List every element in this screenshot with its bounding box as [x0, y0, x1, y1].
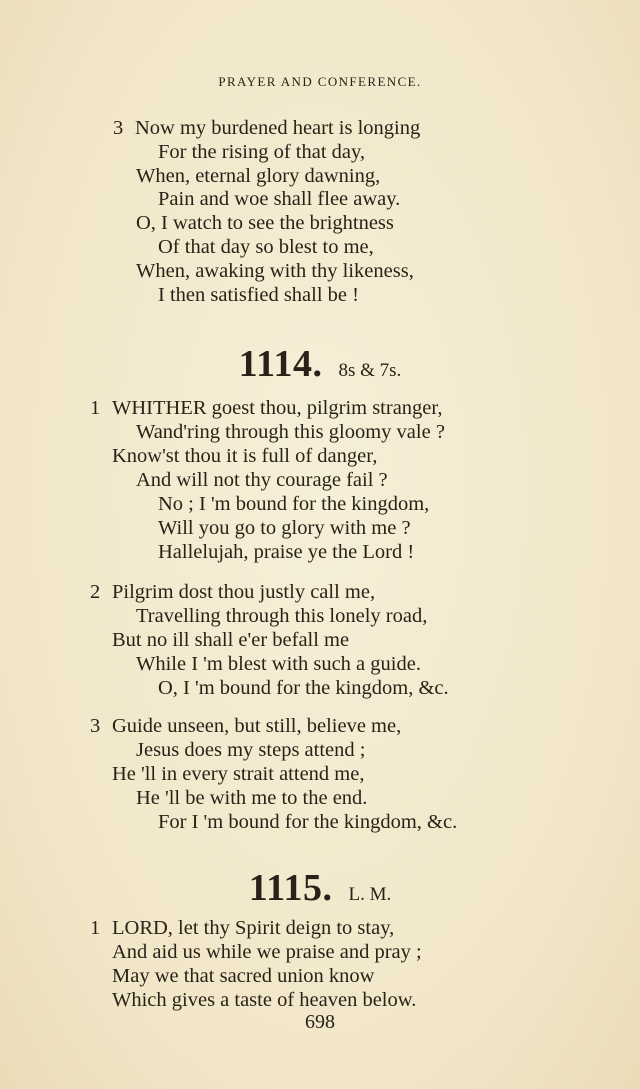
verse-line: When, eternal glory dawning,	[136, 165, 381, 187]
verse-line: Of that day so blest to me,	[158, 236, 374, 258]
verse-line: 3 Guide unseen, but still, believe me,	[90, 715, 402, 737]
verse-line: Hallelujah, praise ye the Lord !	[158, 541, 415, 563]
verse-line: Will you go to glory with me ?	[158, 517, 411, 539]
stanza-number: 1	[90, 917, 101, 939]
verse-line: May we that sacred union know	[112, 965, 375, 987]
verse-line: And will not thy courage fail ?	[136, 469, 388, 491]
verse-line: Know'st thou it is full of danger,	[112, 445, 378, 467]
verse-line: 1 WHITHER goest thou, pilgrim stranger,	[90, 397, 443, 419]
verse-line: While I 'm blest with such a guide.	[136, 653, 421, 675]
verse-line: But no ill shall e'er befall me	[112, 629, 350, 651]
hymn-number: 1115.	[248, 867, 333, 909]
verse-line: He 'll be with me to the end.	[136, 787, 368, 809]
hymn-meter: 8s & 7s.	[338, 360, 402, 381]
verse-line: Jesus does my steps attend ;	[136, 739, 366, 761]
hymn-1115-heading	[0, 866, 640, 910]
stanza-number: 1	[90, 397, 101, 419]
hymn-meter: L. M.	[348, 884, 392, 905]
verse-line: I then satisfied shall be !	[158, 284, 359, 306]
verse-line: O, I watch to see the brightness	[136, 212, 394, 234]
verse-line: When, awaking with thy likeness,	[136, 260, 414, 282]
verse-line: No ; I 'm bound for the kingdom,	[158, 493, 430, 515]
running-head: PRAYER AND CONFERENCE.	[218, 74, 422, 89]
hymn-1114-heading	[0, 342, 640, 386]
verse-line: 2 Pilgrim dost thou justly call me,	[90, 581, 376, 603]
verse-line: O, I 'm bound for the kingdom, &c.	[158, 677, 449, 699]
verse-line: Pain and woe shall flee away.	[158, 188, 401, 210]
verse-line: For I 'm bound for the kingdom, &c.	[158, 811, 458, 833]
verse-line: 1 LORD, let thy Spirit deign to stay,	[90, 917, 395, 939]
verse-line: Travelling through this lonely road,	[136, 605, 428, 627]
verse-line: For the rising of that day,	[158, 141, 366, 163]
stanza-number: 3	[113, 117, 124, 139]
stanza-number: 3	[90, 715, 101, 737]
verse-line: 3 Now my burdened heart is longing	[113, 117, 421, 139]
stanza-number: 2	[90, 581, 101, 603]
hymn-number: 1114.	[238, 343, 323, 385]
page-number: 698	[305, 1011, 335, 1033]
verse-line: And aid us while we praise and pray ;	[112, 941, 422, 963]
verse-line: Which gives a taste of heaven below.	[112, 989, 417, 1011]
verse-line: Wand'ring through this gloomy vale ?	[136, 421, 445, 443]
verse-line: He 'll in every strait attend me,	[112, 763, 365, 785]
